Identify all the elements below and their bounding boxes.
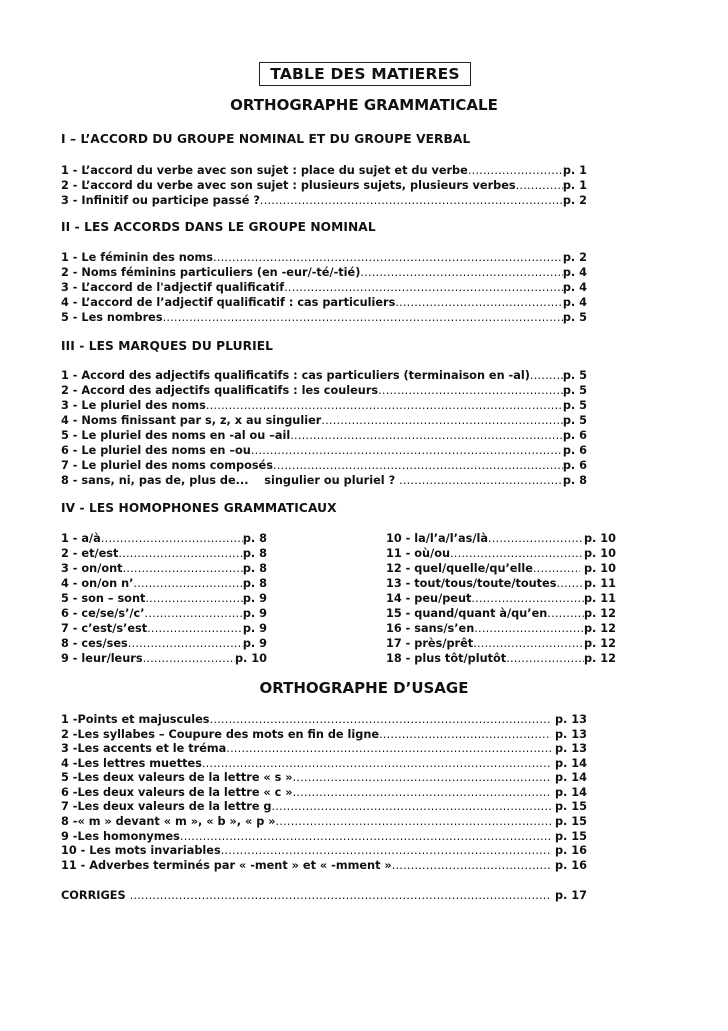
toc-entry[interactable]: 2 - Noms féminins particuliers (en -eur/-té/-tié) ..... p. 4 — [61, 266, 587, 280]
toc-entry[interactable]: 1 - Accord des adjectifs qualificatifs : cas particuliers (terminaison en -al) ..... p. 5 — [61, 369, 587, 383]
toc-entry[interactable]: 5 - Les nombres ..... p. 5 — [61, 311, 587, 325]
toc-entry[interactable]: 9 - Les homonymes ..... p. 15 — [61, 830, 587, 844]
toc-entry[interactable]: 2 - Les syllabes – Coupure des mots en fin de ligne ..... p. 13 — [61, 728, 587, 742]
toc-entry[interactable]: 8 - ces/ses ..... p. 9 — [61, 637, 267, 651]
toc-entry[interactable]: 4 - L’accord de l’adjectif qualificatif : cas particuliers ..... p. 4 — [61, 296, 587, 310]
toc-entry[interactable]: 10 - Les mots invariables ..... p. 16 — [61, 844, 587, 858]
toc-entry[interactable]: 1 - a/à ..... p. 8 — [61, 532, 267, 546]
toc-entry[interactable]: 2 - Accord des adjectifs qualificatifs : les couleurs ..... p. 5 — [61, 384, 587, 398]
toc-title: TABLE DES MATIERES — [259, 62, 471, 86]
toc-entry[interactable]: 5 - Le pluriel des noms en -al ou –ail ..... p. 6 — [61, 429, 587, 443]
toc-entry[interactable]: 8 - « m » devant « m », « b », « p » ..... p. 15 — [61, 815, 587, 829]
toc-entry[interactable]: 3 - L’accord de l'adjectif qualificatif ..... p. 4 — [61, 281, 587, 295]
toc-entry[interactable]: 5 - Les deux valeurs de la lettre « s » ..... p. 14 — [61, 771, 587, 785]
toc-entry[interactable]: 2 - et/est ..... p. 8 — [61, 547, 267, 561]
toc-entry[interactable]: 3 - Infinitif ou participe passé ? ..... p. 2 — [61, 194, 587, 208]
toc-entry[interactable]: 2 - L’accord du verbe avec son sujet : plusieurs sujets, plusieurs verbes ..... p. 1 — [61, 179, 587, 193]
toc-entry[interactable]: 16 - sans/s’en ..... p. 12 — [386, 622, 616, 636]
toc-entry[interactable]: 4 - Noms finissant par s, z, x au singulier ..... p. 5 — [61, 414, 587, 428]
part1-title: ORTHOGRAPHE GRAMMATICALE — [230, 96, 498, 114]
section-heading: III - LES MARQUES DU PLURIEL — [61, 339, 274, 353]
section-heading: I – L’ACCORD DU GROUPE NOMINAL ET DU GROUPE VERBAL — [61, 132, 471, 146]
toc-entry[interactable]: 13 - tout/tous/toute/toutes ..... p. 11 — [386, 577, 616, 591]
toc-entry[interactable]: 6 - Les deux valeurs de la lettre « c » ..... p. 14 — [61, 786, 587, 800]
toc-entry[interactable]: 11 - Adverbes terminés par « -ment » et « -mment » ..... p. 16 — [61, 859, 587, 873]
section-heading: IV - LES HOMOPHONES GRAMMATICAUX — [61, 501, 337, 515]
toc-entry[interactable]: 4 - on/on n’ ..... p. 8 — [61, 577, 267, 591]
section-heading: II - LES ACCORDS DANS LE GROUPE NOMINAL — [61, 220, 376, 234]
toc-entry[interactable]: 7 - Les deux valeurs de la lettre g ..... p. 15 — [61, 800, 587, 814]
toc-entry[interactable]: 6 - Le pluriel des noms en –ou ..... p. 6 — [61, 444, 587, 458]
toc-entry[interactable]: 17 - près/prêt ..... p. 12 — [386, 637, 616, 651]
toc-entry[interactable]: 15 - quand/quant à/qu’en ..... p. 12 — [386, 607, 616, 621]
toc-entry[interactable]: 5 - son – sont ..... p. 9 — [61, 592, 267, 606]
toc-entry[interactable]: 7 - Le pluriel des noms composés ..... p. 6 — [61, 459, 587, 473]
corriges-entry[interactable]: CORRIGES ..... p. 17 — [61, 889, 587, 903]
toc-entry[interactable]: 3 - on/ont ..... p. 8 — [61, 562, 267, 576]
part2-title: ORTHOGRAPHE D’USAGE — [259, 679, 469, 697]
toc-entry[interactable]: 14 - peu/peut ..... p. 11 — [386, 592, 616, 606]
toc-entry[interactable]: 6 - ce/se/s’/c’ ..... p. 9 — [61, 607, 267, 621]
toc-entry[interactable]: 12 - quel/quelle/qu’elle ..... p. 10 — [386, 562, 616, 576]
toc-entry[interactable]: 11 - où/ou ..... p. 10 — [386, 547, 616, 561]
toc-entry[interactable]: 1 - Points et majuscules ..... p. 13 — [61, 713, 587, 727]
toc-entry[interactable]: 4 - Les lettres muettes ..... p. 14 — [61, 757, 587, 771]
toc-entry[interactable]: 18 - plus tôt/plutôt ..... p. 12 — [386, 652, 616, 666]
toc-entry[interactable]: 3 - Le pluriel des noms ..... p. 5 — [61, 399, 587, 413]
toc-entry[interactable]: 1 - Le féminin des noms ..... p. 2 — [61, 251, 587, 265]
toc-entry[interactable]: 7 - c’est/s’est ..... p. 9 — [61, 622, 267, 636]
toc-entry[interactable]: 3 - Les accents et le tréma ..... p. 13 — [61, 742, 587, 756]
toc-entry[interactable]: 10 - la/l’a/l’as/là ..... p. 10 — [386, 532, 616, 546]
toc-entry[interactable]: 9 - leur/leurs ..... p. 10 — [61, 652, 267, 666]
toc-entry[interactable]: 8 - sans, ni, pas de, plus de... singulier ou pluriel ? ..... p. 8 — [61, 474, 587, 488]
toc-entry[interactable]: 1 - L’accord du verbe avec son sujet : place du sujet et du verbe ..... p. 1 — [61, 164, 587, 178]
